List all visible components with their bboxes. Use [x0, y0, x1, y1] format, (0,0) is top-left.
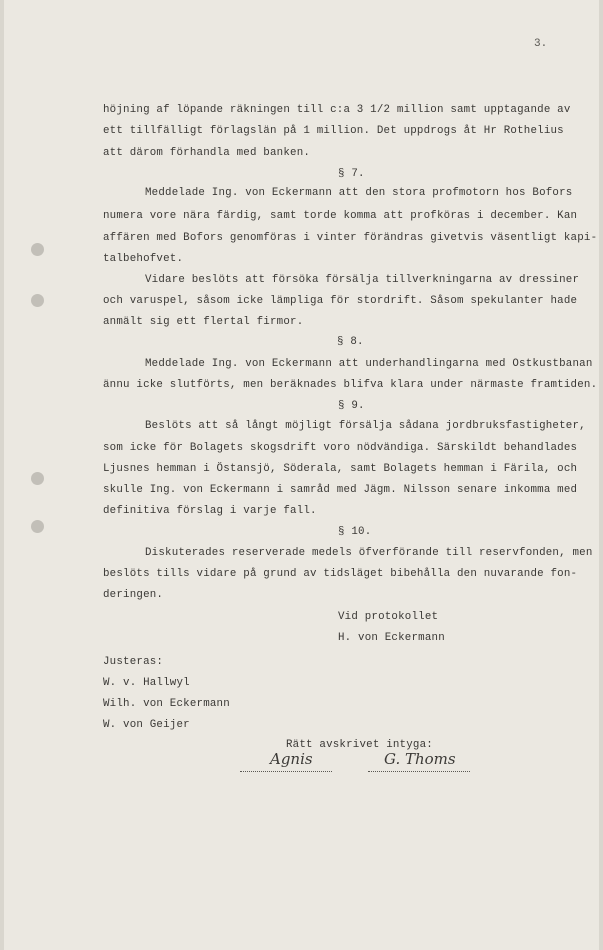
- section-heading: § 9.: [338, 400, 365, 412]
- text-line: att därom förhandla med banken.: [103, 147, 311, 159]
- text-line: numera vore nära färdig, samt torde komma att profköras i december. Kan: [103, 210, 578, 222]
- text-line: H. von Eckermann: [338, 632, 445, 644]
- text-line: definitiva förslag i varje fall.: [103, 505, 317, 517]
- text-line: beslöts tills vidare på grund av tidsläget bibehålla den nuvarande fon-: [103, 568, 578, 580]
- text-line: deringen.: [103, 589, 164, 601]
- text-line: anmält sig ett flertal firmor.: [103, 316, 304, 328]
- text-line: W. v. Hallwyl: [103, 677, 190, 689]
- text-line: Wilh. von Eckermann: [103, 698, 230, 710]
- text-line: skulle Ing. von Eckermann i samråd med Jägm. Nilsson senare inkomma med: [103, 484, 578, 496]
- page-number: 3.: [534, 38, 548, 50]
- text-line: Ljusnes hemman i Östansjö, Söderala, samt Bolagets hemman i Färila, och: [103, 463, 578, 475]
- signature-line: [240, 770, 332, 772]
- text-line: höjning af löpande räkningen till c:a 3 1/2 million samt upptagande av: [103, 104, 571, 116]
- text-line: Justeras:: [103, 656, 164, 668]
- text-line: affären med Bofors genomföras i vinter förändras givetvis väsentligt kapi-: [103, 232, 598, 244]
- text-line: Vid protokollet: [338, 611, 439, 623]
- signature: G. Thoms: [384, 750, 456, 768]
- punch-hole: [31, 520, 44, 533]
- text-line: Beslöts att så långt möjligt försälja sådana jordbruksfastigheter,: [145, 420, 586, 432]
- text-line: ännu icke slutförts, men beräknades blifva klara under närmaste framtiden.: [103, 379, 598, 391]
- text-line: Meddelade Ing. von Eckermann att underhandlingarna med Ostkustbanan: [145, 358, 593, 370]
- text-line: som icke för Bolagets skogsdrift voro nödvändiga. Särskildt behandlades: [103, 442, 578, 454]
- section-heading: § 10.: [338, 526, 372, 538]
- text-line: Diskuterades reserverade medels öfverförande till reservfonden, men: [145, 547, 593, 559]
- text-line: talbehofvet.: [103, 253, 184, 265]
- signature-line: [368, 770, 470, 772]
- text-line: Meddelade Ing. von Eckermann att den stora profmotorn hos Bofors: [145, 187, 573, 199]
- text-line: och varuspel, såsom icke lämpliga för stordrift. Såsom spekulanter hade: [103, 295, 578, 307]
- punch-hole: [31, 472, 44, 485]
- text-line: Vidare beslöts att försöka försälja tillverkningarna av dressiner: [145, 274, 580, 286]
- punch-hole: [31, 294, 44, 307]
- section-heading: § 8.: [337, 336, 364, 348]
- section-heading: § 7.: [338, 168, 365, 180]
- text-line: W. von Geijer: [103, 719, 190, 731]
- punch-hole: [31, 243, 44, 256]
- text-line: Rätt avskrivet intyga:: [286, 739, 433, 751]
- text-line: ett tillfälligt förlagslän på 1 million. Det uppdrogs åt Hr Rothelius: [103, 125, 564, 137]
- signature: Agnis: [270, 750, 313, 768]
